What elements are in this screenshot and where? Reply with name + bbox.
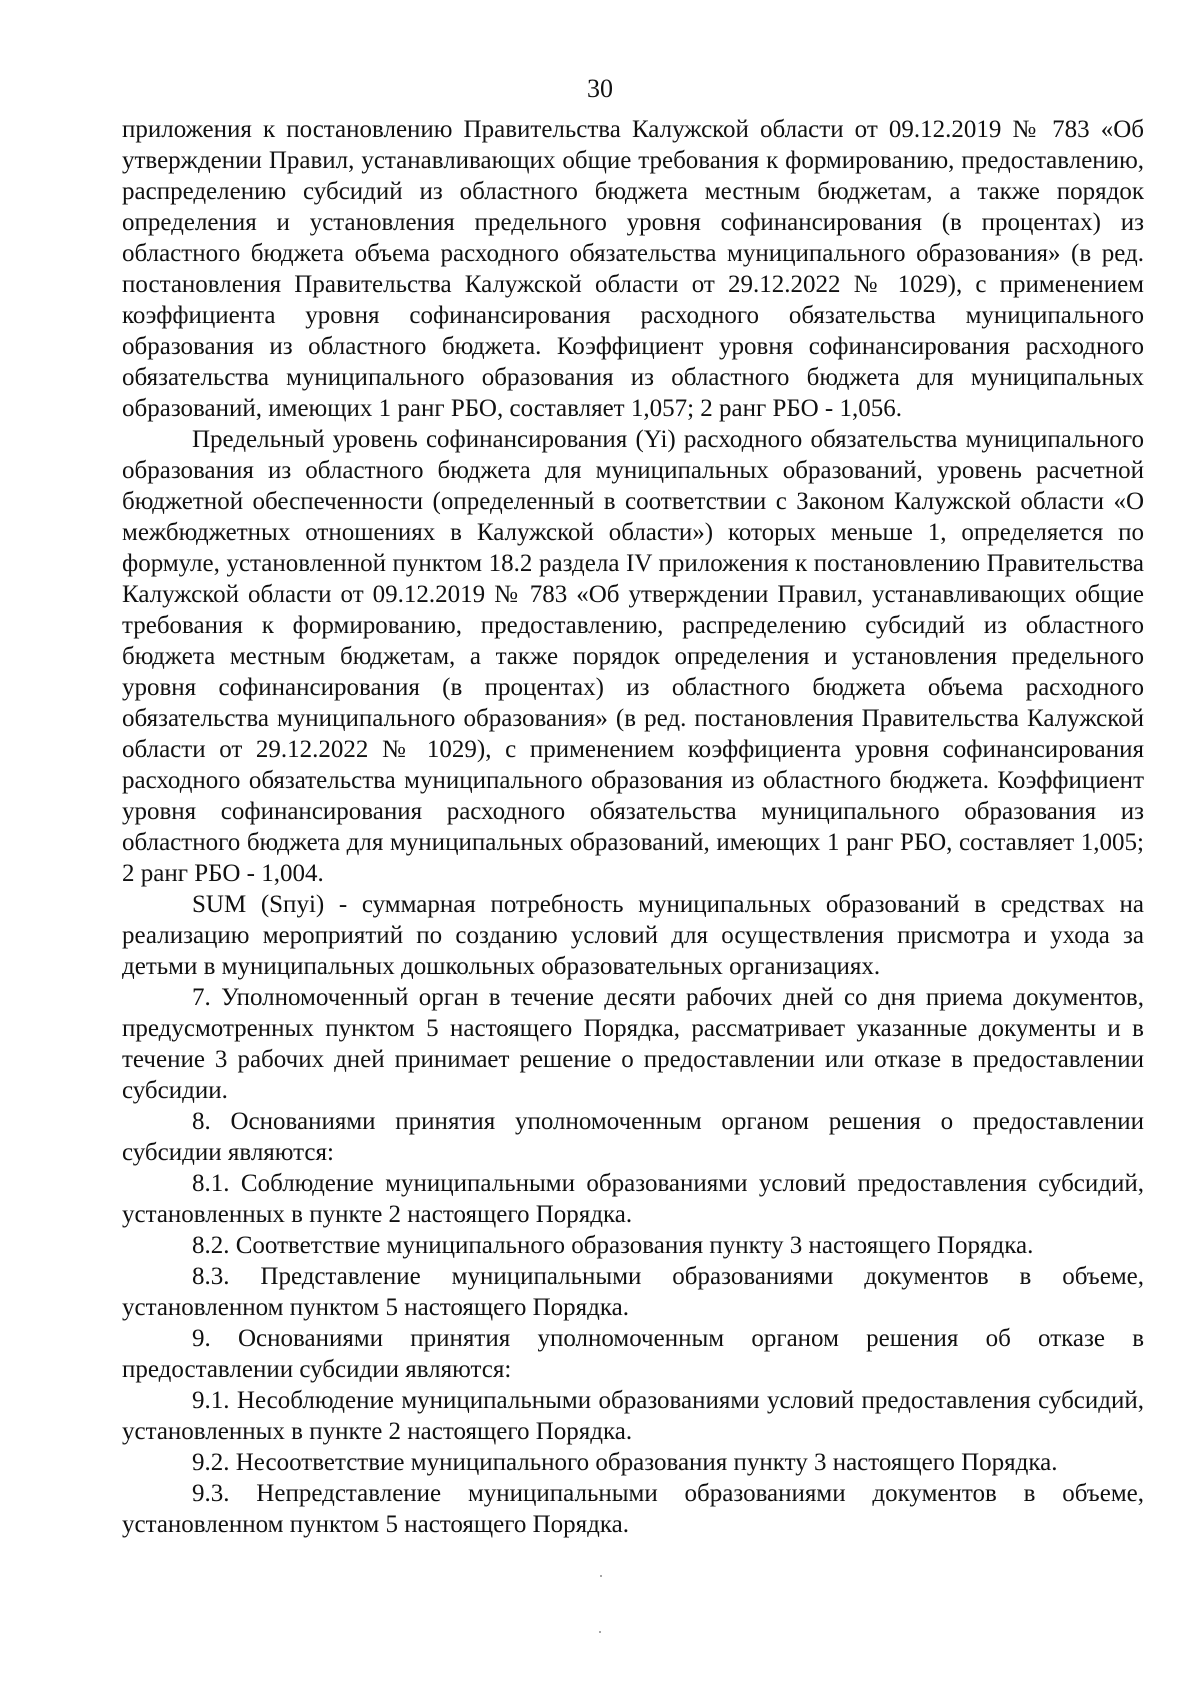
paragraph-item-7: 7. Уполномоченный орган в течение десяти рабочих дней со дня приема документов, предусмотренных пунктом 5 настоящего Порядка, рассматривает указанные документы и в течение 3 рабочих дней принимает решение о предоставлении или отказе в предоставлении субсидии.: [122, 984, 1144, 1104]
paragraph-item-8-3: 8.3. Представление муниципальными образованиями документов в объеме, установленном пунктом 5 настоящего Порядка.: [122, 1263, 1144, 1321]
scan-speck: [600, 1575, 602, 1577]
page-number: 30: [587, 74, 613, 103]
paragraph-item-9-3: 9.3. Непредставление муниципальными образованиями документов в объеме, установленном пунктом 5 настоящего Порядка.: [122, 1480, 1144, 1538]
document-body: [122, 114, 1144, 1540]
paragraph: SUM (Sпyi) - суммарная потребность муниципальных образований в средствах на реализацию мероприятий по созданию условий для осуществления присмотра и ухода за детьми в муниципальных дошкольных образовательных организациях.: [122, 891, 1144, 980]
paragraph-item-8-2: 8.2. Соответствие муниципального образования пункту 3 настоящего Порядка.: [192, 1232, 1034, 1259]
paragraph-item-8: 8. Основаниями принятия уполномоченным органом решения о предоставлении субсидии являются:: [122, 1108, 1144, 1166]
paragraph-item-9: 9. Основаниями принятия уполномоченным органом решения об отказе в предоставлении субсидии являются:: [122, 1325, 1144, 1383]
paragraph: приложения к постановлению Правительства Калужской области от 09.12.2019 № 783 «Об утверждении Правил, устанавливающих общие требования к формированию, предоставлению, распределению субсидий из областного бюджета местным бюджетам, а также порядок определения и установления предельного уровня софинансирования (в процентах) из областного бюджета объема расходного обязательства муниципального образования» (в ред. постановления Правительства Калужской области от 29.12.2022 № 1029), с применением коэффициента уровня софинансирования расходного обязательства муниципального образования из областного бюджета. Коэффициент уровня софинансирования расходного обязательства муниципального образования из областного бюджета для муниципальных образований, имеющих 1 ранг РБО, составляет 1,057; 2 ранг РБО - 1,056.: [122, 116, 1144, 422]
paragraph-item-9-1: 9.1. Несоблюдение муниципальными образованиями условий предоставления субсидий, установленных в пункте 2 настоящего Порядка.: [122, 1387, 1144, 1445]
scan-speck: [599, 1631, 601, 1633]
paragraph-item-8-1: 8.1. Соблюдение муниципальными образованиями условий предоставления субсидий, установленных в пункте 2 настоящего Порядка.: [122, 1170, 1144, 1228]
paragraph: Предельный уровень софинансирования (Yi) расходного обязательства муниципального образования из областного бюджета для муниципальных образований, уровень расчетной бюджетной обеспеченности (определенный в соответствии с Законом Калужской области «О межбюджетных отношениях в Калужской области») которых меньше 1, определяется по формуле, установленной пунктом 18.2 раздела IV приложения к постановлению Правительства Калужской области от 09.12.2019 № 783 «Об утверждении Правил, устанавливающих общие требования к формированию, предоставлению, распределению субсидий из областного бюджета местным бюджетам, а также порядок определения и установления предельного уровня софинансирования (в процентах) из областного бюджета объема расходного обязательства муниципального образования» (в ред. постановления Правительства Калужской области от 29.12.2022 № 1029), с применением коэффициента уровня софинансирования расходного обязательства муниципального образования из областного бюджета. Коэффициент уровня софинансирования расходного обязательства муниципального образования из областного бюджета для муниципальных образований, имеющих 1 ранг РБО, составляет 1,005; 2 ранг РБО - 1,004.: [122, 426, 1144, 887]
paragraph-item-9-2: 9.2. Несоответствие муниципального образования пункту 3 настоящего Порядка.: [192, 1449, 1058, 1476]
